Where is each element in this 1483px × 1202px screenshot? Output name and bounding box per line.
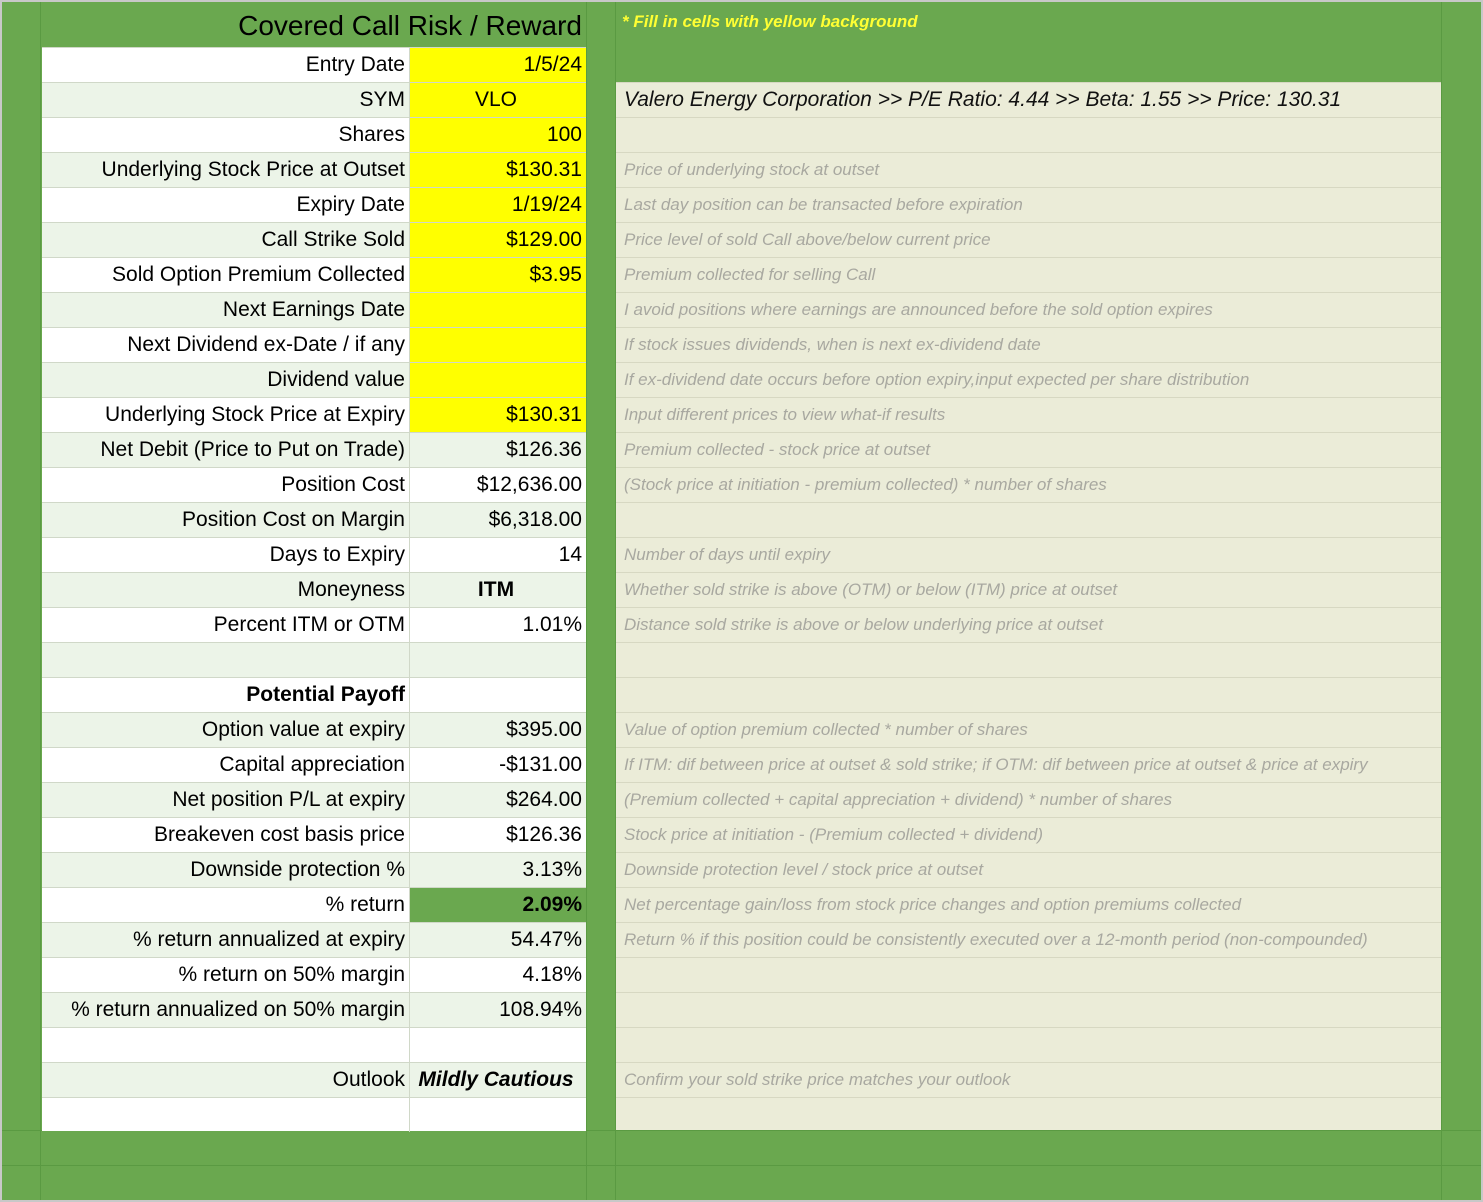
desc-stock-price-outset: Price of underlying stock at outset — [616, 152, 1441, 187]
label-outlook: Outlook — [42, 1063, 410, 1097]
desc-capital-appreciation: If ITM: dif between price at outset & sold strike; if OTM: dif between price at outset & price at expiry — [616, 747, 1441, 782]
row-dividend-date — [42, 327, 586, 362]
desc-dividend-date: If stock issues dividends, when is next ex-dividend date — [616, 327, 1441, 362]
input-stock-price-outset[interactable]: $130.31 — [410, 153, 586, 187]
input-expiry-date[interactable]: 1/19/24 — [410, 188, 586, 222]
row-net-debit — [42, 432, 586, 467]
label-moneyness: Moneyness — [42, 573, 410, 607]
input-dividend-value[interactable] — [410, 363, 586, 397]
row-sym — [42, 82, 586, 117]
value-moneyness: ITM — [477, 578, 515, 601]
desc-net-pl: (Premium collected + capital appreciation + dividend) * number of shares — [616, 782, 1441, 817]
label-breakeven: Breakeven cost basis price — [42, 818, 410, 852]
value-blank — [410, 1028, 586, 1062]
desc-cell — [616, 642, 1441, 677]
row-percent-return — [42, 887, 586, 922]
value-percent-itm-otm: 1.01% — [522, 613, 582, 636]
row-entry-date — [42, 47, 586, 82]
row-expiry-date — [42, 187, 586, 222]
value-blank — [410, 643, 586, 677]
input-dividend-date[interactable] — [410, 328, 586, 362]
value-net-debit: $126.36 — [506, 438, 582, 461]
gridline — [2, 1165, 1481, 1166]
gridline — [586, 2, 587, 1200]
label-capital-appreciation: Capital appreciation — [42, 748, 410, 782]
sheet-title: Covered Call Risk / Reward — [238, 10, 582, 41]
row-return-annualized — [42, 922, 586, 957]
label-return-margin: % return on 50% margin — [42, 958, 410, 992]
section-potential-payoff: Potential Payoff — [42, 678, 410, 712]
row-blank — [42, 642, 586, 677]
label-shares: Shares — [42, 118, 410, 152]
value-percent-return: 2.09% — [410, 888, 586, 922]
label-return-annualized: % return annualized at expiry — [42, 923, 410, 957]
label-call-strike: Call Strike Sold — [42, 223, 410, 257]
label-position-cost: Position Cost — [42, 468, 410, 502]
label-dividend-value: Dividend value — [42, 363, 410, 397]
desc-dividend-value: If ex-dividend date occurs before option expiry,input expected per share distribution — [616, 362, 1441, 397]
row-option-value — [42, 712, 586, 747]
desc-moneyness: Whether sold strike is above (OTM) or below (ITM) price at outset — [616, 572, 1441, 607]
row-shares — [42, 117, 586, 152]
row-percent-itm-otm — [42, 607, 586, 642]
value-capital-appreciation: -$131.00 — [499, 753, 582, 776]
label-days-to-expiry: Days to Expiry — [42, 538, 410, 572]
row-outlook — [42, 1062, 586, 1097]
label-blank — [42, 1028, 410, 1062]
row-return-margin — [42, 957, 586, 992]
desc-cell — [616, 992, 1441, 1027]
value-net-pl: $264.00 — [506, 788, 582, 811]
row-dividend-value — [42, 362, 586, 397]
value-return-annualized-margin: 108.94% — [499, 998, 582, 1021]
value-blank — [410, 1098, 586, 1132]
label-percent-itm-otm: Percent ITM or OTM — [42, 608, 410, 642]
row-days-to-expiry — [42, 537, 586, 572]
input-entry-date[interactable]: 1/5/24 — [410, 48, 586, 82]
desc-call-strike: Price level of sold Call above/below current price — [616, 222, 1441, 257]
desc-cell — [616, 957, 1441, 992]
input-premium[interactable]: $3.95 — [410, 258, 586, 292]
input-shares[interactable]: 100 — [410, 118, 586, 152]
desc-days-to-expiry: Number of days until expiry — [616, 537, 1441, 572]
row-blank — [42, 1027, 586, 1062]
row-return-annualized-margin — [42, 992, 586, 1027]
row-stock-price-expiry — [42, 397, 586, 432]
row-moneyness — [42, 572, 586, 607]
label-option-value: Option value at expiry — [42, 713, 410, 747]
label-net-pl: Net position P/L at expiry — [42, 783, 410, 817]
row-position-cost — [42, 467, 586, 502]
desc-downside-protection: Downside protection level / stock price at outset — [616, 852, 1441, 887]
label-blank — [42, 643, 410, 677]
gridline — [40, 2, 41, 1200]
value-days-to-expiry: 14 — [558, 543, 582, 566]
label-downside-protection: Downside protection % — [42, 853, 410, 887]
label-percent-return: % return — [42, 888, 410, 922]
label-dividend-date: Next Dividend ex-Date / if any — [42, 328, 410, 362]
desc-net-debit: Premium collected - stock price at outset — [616, 432, 1441, 467]
label-stock-price-expiry: Underlying Stock Price at Expiry — [42, 398, 410, 432]
company-info: Valero Energy Corporation >> P/E Ratio: 4.44 >> Beta: 1.55 >> Price: 130.31 — [616, 82, 1441, 117]
value-position-cost-margin: $6,318.00 — [488, 508, 582, 531]
label-return-annualized-margin: % return annualized on 50% margin — [42, 993, 410, 1027]
desc-percent-return: Net percentage gain/loss from stock price changes and option premiums collected — [616, 887, 1441, 922]
value-option-value: $395.00 — [506, 718, 582, 741]
value-return-annualized: 54.47% — [510, 928, 582, 951]
desc-percent-itm-otm: Distance sold strike is above or below underlying price at outset — [616, 607, 1441, 642]
desc-cell — [616, 677, 1441, 712]
value-downside-protection: 3.13% — [522, 858, 582, 881]
row-downside-protection — [42, 852, 586, 887]
desc-cell — [616, 1027, 1441, 1062]
desc-breakeven: Stock price at initiation - (Premium collected + dividend) — [616, 817, 1441, 852]
label-expiry-date: Expiry Date — [42, 188, 410, 222]
value-blank — [410, 678, 586, 712]
gridline — [1441, 2, 1442, 1200]
row-blank — [42, 1097, 586, 1131]
label-entry-date: Entry Date — [42, 48, 410, 82]
desc-premium: Premium collected for selling Call — [616, 257, 1441, 292]
desc-position-cost: (Stock price at initiation - premium collected) * number of shares — [616, 467, 1441, 502]
input-stock-price-expiry[interactable]: $130.31 — [410, 398, 586, 432]
desc-cell — [616, 1097, 1441, 1130]
row-earnings-date — [42, 292, 586, 327]
row-call-strike — [42, 222, 586, 257]
row-breakeven — [42, 817, 586, 852]
value-breakeven: $126.36 — [506, 823, 582, 846]
label-net-debit: Net Debit (Price to Put on Trade) — [42, 433, 410, 467]
label-earnings-date: Next Earnings Date — [42, 293, 410, 327]
value-outlook: Mildly Cautious — [418, 1068, 574, 1091]
input-call-strike[interactable]: $129.00 — [410, 223, 586, 257]
desc-cell — [616, 117, 1441, 152]
desc-cell — [616, 502, 1441, 537]
label-position-cost-margin: Position Cost on Margin — [42, 503, 410, 537]
input-earnings-date[interactable] — [410, 293, 586, 327]
desc-option-value: Value of option premium collected * number of shares — [616, 712, 1441, 747]
desc-outlook: Confirm your sold strike price matches your outlook — [616, 1062, 1441, 1097]
row-stock-price-outset — [42, 152, 586, 187]
desc-earnings-date: I avoid positions where earnings are announced before the sold option expires — [616, 292, 1441, 327]
desc-expiry-date: Last day position can be transacted before expiration — [616, 187, 1441, 222]
row-net-pl — [42, 782, 586, 817]
row-capital-appreciation — [42, 747, 586, 782]
value-position-cost: $12,636.00 — [476, 473, 582, 496]
label-stock-price-outset: Underlying Stock Price at Outset — [42, 153, 410, 187]
row-position-cost-margin — [42, 502, 586, 537]
desc-return-annualized: Return % if this position could be consistently executed over a 12-month period (non-compounded) — [616, 922, 1441, 957]
label-blank — [42, 1098, 410, 1132]
label-sym: SYM — [42, 83, 410, 117]
input-sym[interactable]: VLO — [410, 83, 586, 117]
value-return-margin: 4.18% — [522, 963, 582, 986]
row-premium — [42, 257, 586, 292]
desc-stock-price-expiry: Input different prices to view what-if results — [616, 397, 1441, 432]
row-potential-payoff — [42, 677, 586, 712]
label-premium: Sold Option Premium Collected — [42, 258, 410, 292]
fill-note: * Fill in cells with yellow background — [622, 12, 918, 31]
